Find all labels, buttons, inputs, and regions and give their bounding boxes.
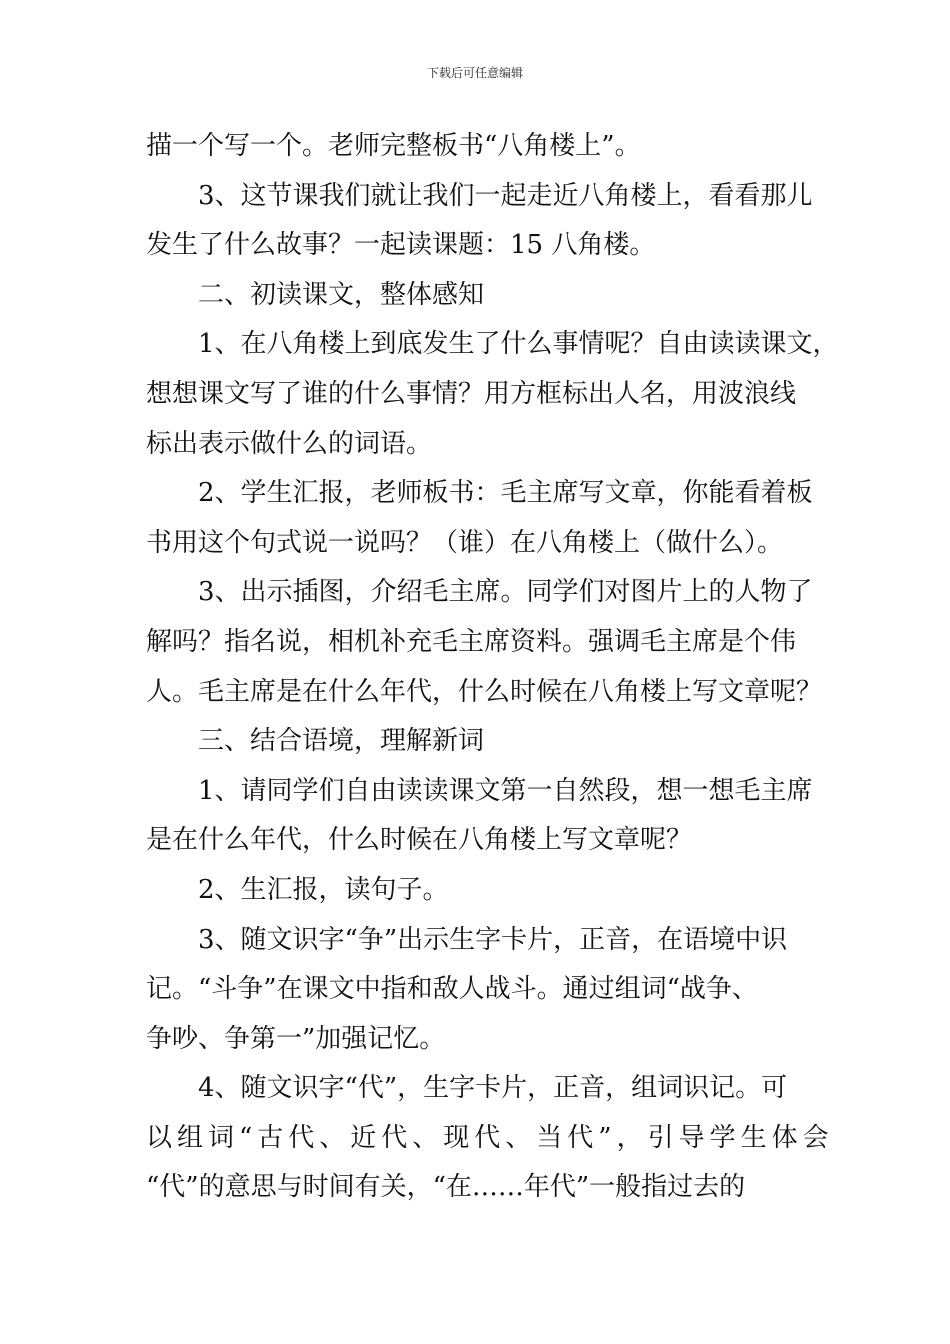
text-line: 1、请同学们自由读读课文第一自然段，想一想毛主席 xyxy=(198,775,813,806)
section-heading: 三、结合语境，理解新词 xyxy=(198,726,485,757)
text-line: 发生了什么故事？一起读课题：15 八角楼。 xyxy=(146,230,656,261)
text-line: 3、随文识字“争”出示生字卡片，正音，在语境中识 xyxy=(198,924,788,955)
text-line: 3、这节课我们就让我们一起走近八角楼上，看看那儿 xyxy=(198,180,813,211)
text-line: 记。“斗争”在课文中指和敌人战斗。通过组词“战争、 xyxy=(146,974,758,1005)
text-line: 人。毛主席是在什么年代，什么时候在八角楼上写文章呢？ xyxy=(146,676,823,707)
text-line: 标出表示做什么的词语。 xyxy=(146,428,433,459)
text-line: 2、生汇报，读句子。 xyxy=(198,874,449,905)
text-line: “代”的意思与时间有关，“在……年代”一般指过去的 xyxy=(146,1172,746,1203)
text-line: 4、随文识字“代”，生字卡片，正音，组词识记。可 xyxy=(198,1073,788,1104)
text-line: 2、学生汇报，老师板书：毛主席写文章，你能看着板 xyxy=(198,478,813,509)
text-line: 1、在八角楼上到底发生了什么事情呢？自由读读课文， xyxy=(198,329,839,360)
document-body xyxy=(146,122,839,1213)
page-header: 下载后可任意编辑 xyxy=(426,66,523,80)
text-line: 描一个写一个。老师完整板书“八角楼上”。 xyxy=(146,131,641,161)
text-line: 以组词“古代、近代、现代、当代”，引导学生体会 xyxy=(146,1122,834,1153)
text-line: 争吵、争第一”加强记忆。 xyxy=(146,1023,446,1054)
text-line: 书用这个句式说一说吗？（谁）在八角楼上（做什么）。 xyxy=(146,527,784,558)
text-line: 解吗？指名说，相机补充毛主席资料。强调毛主席是个伟 xyxy=(146,626,797,657)
text-line: 3、出示插图，介绍毛主席。同学们对图片上的人物了 xyxy=(198,577,813,608)
text-line: 是在什么年代，什么时候在八角楼上写文章呢？ xyxy=(146,825,693,856)
section-heading: 二、初读课文，整体感知 xyxy=(198,279,485,310)
text-line: 想想课文写了谁的什么事情？用方框标出人名，用波浪线 xyxy=(146,378,797,409)
